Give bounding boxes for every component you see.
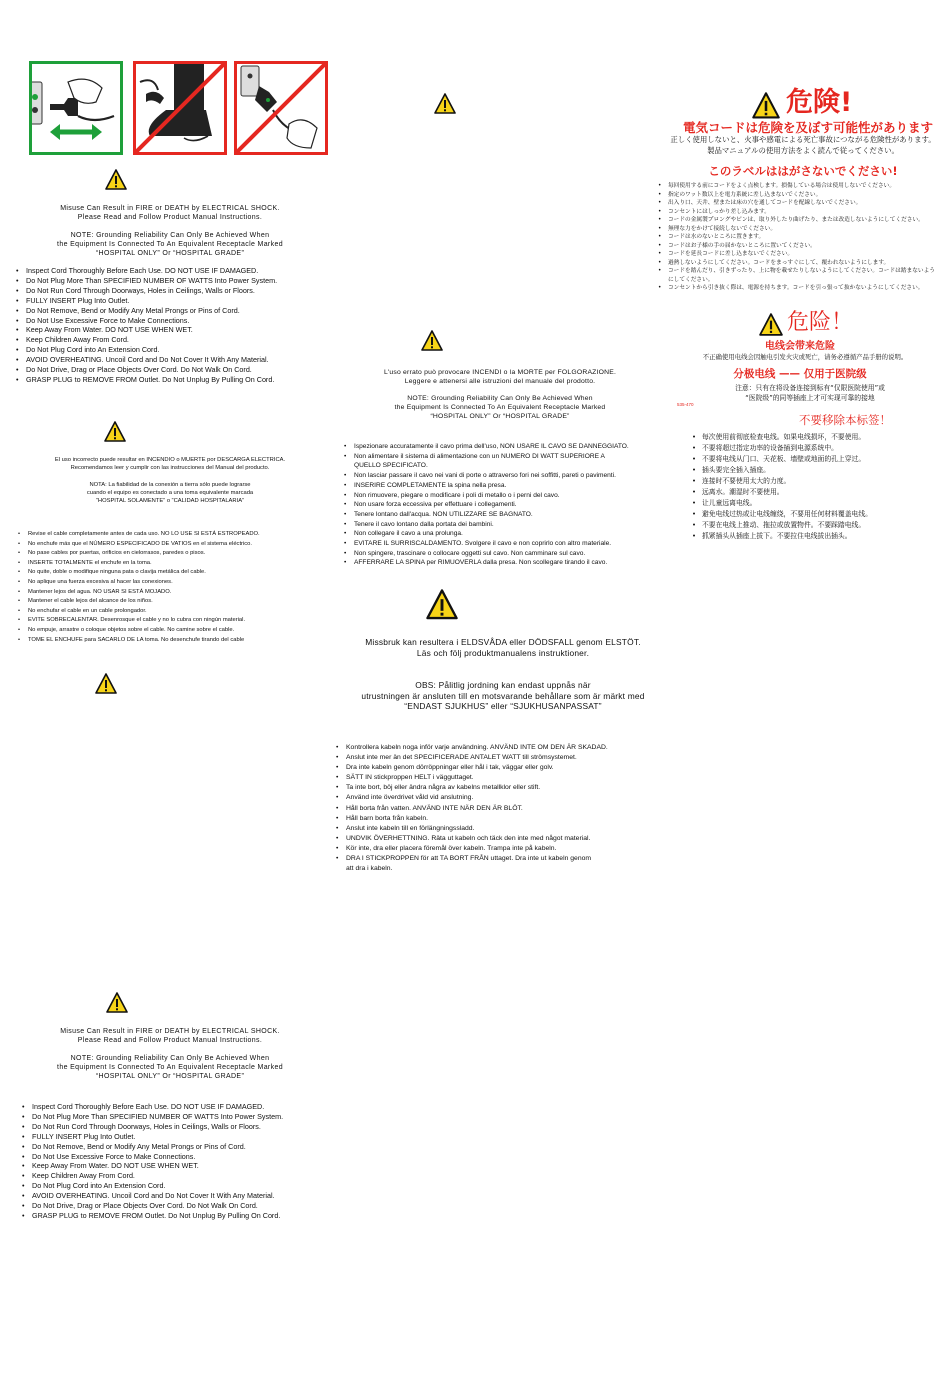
plug-in-correct-pictogram <box>29 61 123 155</box>
list-item: • コードを踏んだり、引きずったり、上に物を載せたりしないようにしてください。コードは踏まないよう にしてください。 <box>658 267 950 284</box>
list-item: • EVITARE IL SURRISCALDAMENTO. Svolgere il cavo e non coprirlo con altro materiale. <box>344 539 664 549</box>
list-item: • 無理な力をかけて接続しないでください。 <box>658 225 950 234</box>
list-item: • AVOID OVERHEATING. Uncoil Cord and Do Not Cover It With Any Material. <box>16 355 336 365</box>
subtext-line: 製品マニュアルの使用方法をよく読んで従ってください。 <box>707 146 899 155</box>
list-item: • Kör inte, dra eller placera föremål över kabeln. Trampa inte på kabeln. <box>336 844 666 854</box>
note-line: cuando el equipo es conectado a una toma equivalente marcada <box>86 490 254 496</box>
list-item: • Håll barn borta från kabeln. <box>336 814 666 824</box>
chinese-grade-title: 分极电线 —— 仅用于医院级 <box>733 368 867 380</box>
list-item: • Dra inte kabeln genom dörröppningar eller hål i tak, väggar eller golv. <box>336 763 666 773</box>
chinese-subtext: 不正确使用电线会因触电引发火灾或死亡，请务必遵循产品手册的说明。 <box>702 353 908 361</box>
english-instructions-list <box>16 266 336 385</box>
list-item: • No enchufar el cable en un cable prolongador. <box>18 607 318 617</box>
list-item: • Mantener el cable lejos del alcance de los niños. <box>18 597 318 607</box>
list-item: • Do Not Drive, Drag or Place Objects Over Cord. Do Not Walk On Cord. <box>16 365 336 375</box>
warning-line: L'uso errato può provocare INCENDI o la MORTE per FOLGORAZIONE. <box>383 369 617 376</box>
list-item: • No quite, doble o modifique ninguna pata o clavija metálica del cable. <box>18 568 318 578</box>
warning-line: El uso incorrecto puede resultar en INCENDIO o MUERTE por DESCARGA ELECTRICA. <box>54 457 286 463</box>
chinese-instructions-list <box>692 432 947 542</box>
note-line: the Equipment Is Connected To An Equivalent Receptacle Marked <box>57 1064 283 1071</box>
plug-outlet-icon <box>32 64 120 152</box>
list-item: • 不要将超过指定功率的设备插到电源系统中。 <box>692 443 947 454</box>
list-item: • Do Not Use Excessive Force to Make Connections. <box>16 316 336 326</box>
part-code: 535-470 <box>677 402 694 407</box>
warning-line: Misuse Can Result in FIRE or DEATH by ELECTRICAL SHOCK. <box>60 1028 280 1035</box>
japanese-label-notice: このラベルははがさないでください! <box>708 164 898 178</box>
list-item: • Använd inte överdrivet våld vid anslutning. <box>336 793 666 803</box>
list-item: • Tenere il cavo lontano dalla portata dei bambini. <box>344 520 664 530</box>
list-item: • コンセントにはしっかり差し込みます。 <box>658 208 950 217</box>
list-item: • FULLY INSERT Plug Into Outlet. <box>16 296 336 306</box>
list-item: • Revise el cable completamente antes de cada uso. NO LO USE SI ESTÁ ESTROPEADO. <box>18 530 318 540</box>
pull-cord-icon <box>237 64 325 152</box>
list-item: • 不要在电线上推动、拖拉或放置物件。不要踩踏电线。 <box>692 520 947 531</box>
list-item: • FULLY INSERT Plug Into Outlet. <box>22 1132 342 1142</box>
list-item: • Inspect Cord Thoroughly Before Each Use. DO NOT USE IF DAMAGED. <box>16 266 336 276</box>
list-item: • Mantener lejos del agua. NO USAR SI ESTÁ MOJADO. <box>18 588 318 598</box>
note-line: NOTE: Grounding Reliability Can Only Be Achieved When <box>70 1055 270 1062</box>
list-item: • No aplique una fuerza excesiva al hacer las conexiones. <box>18 578 318 588</box>
chinese-do-not-remove: 不要移除本标签！ <box>799 413 891 427</box>
swedish-instructions-list <box>336 743 666 874</box>
list-item: • コードは水のないところに置きます。 <box>658 233 950 242</box>
list-item: • 连接时不要使用太大的力度。 <box>692 476 947 487</box>
chinese-danger-header <box>759 310 879 340</box>
list-item: • Håll borta från vatten. ANVÄND INTE NÄR DEN ÄR BLÖT. <box>336 804 666 814</box>
warning-triangle-icon <box>752 92 780 120</box>
note-line: the Equipment Is Connected To An Equivalent Receptacle Marked <box>57 241 283 248</box>
boot-on-cord-icon <box>136 64 224 152</box>
list-item: • Do Not Remove, Bend or Modify Any Metal Prongs or Pins of Cord. <box>22 1142 342 1152</box>
list-item: • 不要将电线从门口、天花板、墙壁或地面的孔上穿过。 <box>692 454 947 465</box>
note-line: OBS: Pålitlig jordning kan endast uppnås när <box>415 680 591 690</box>
warning-triangle-icon <box>434 93 456 115</box>
italian-instructions-list <box>344 442 664 568</box>
note-line: the Equipment Is Connected To An Equivalent Receptacle Marked <box>394 404 606 411</box>
list-item: • Do Not Plug Cord into An Extension Cord. <box>22 1181 342 1191</box>
spanish-warning-block <box>20 456 320 505</box>
subtext-line: 正しく使用しないと、火事や感電による死亡事故につながる危険性があります。 <box>670 135 936 144</box>
list-item: • Do Not Plug Cord into An Extension Cord. <box>16 345 336 355</box>
list-item: • 每次使用前彻底检查电线。如果电线损坏，不要使用。 <box>692 432 947 443</box>
list-item: • Non rimuovere, piegare o modificare i poli di metallo o i perni del cavo. <box>344 491 664 501</box>
italian-warning-block <box>340 368 660 421</box>
list-item: • TOME EL ENCHUFE para SACARLO DE LA toma. No desenchufe tirando del cable <box>18 636 318 646</box>
list-item: • Do Not Run Cord Through Doorways, Holes in Ceilings, Walls or Floors. <box>16 286 336 296</box>
warning-line: Please Read and Follow Product Manual Instructions. <box>77 1037 263 1044</box>
note-line: “医院级”的同等插座上才可实现可靠的接地 <box>745 394 875 402</box>
chinese-note <box>680 383 940 403</box>
warning-triangle-icon <box>421 330 443 352</box>
warning-line: Recomendamos leer y cumplir con las instrucciones del Manual del producto. <box>70 465 270 471</box>
warning-triangle-icon <box>104 421 126 443</box>
list-item: • 远离水。潮湿时不要使用。 <box>692 487 947 498</box>
no-pulling-cord-pictogram <box>234 61 328 155</box>
list-item: • Non spingere, trascinare o collocare oggetti sul cavo. Non camminare sul cavo. <box>344 549 664 559</box>
list-item: • Non collegare il cavo a una prolunga. <box>344 529 664 539</box>
list-item: • コードはお子様の手の届かないところに置いてください。 <box>658 242 950 251</box>
list-item: • Do Not Run Cord Through Doorways, Holes in Ceilings, Walls or Floors. <box>22 1122 342 1132</box>
english-instructions-list-bottom <box>22 1102 342 1221</box>
list-item: • Do Not Plug More Than SPECIFIED NUMBER OF WATTS Into Power System. <box>22 1112 342 1122</box>
note-line: NOTE: Grounding Reliability Can Only Be Achieved When <box>70 232 270 239</box>
note-line: “HOSPITAL ONLY” Or “HOSPITAL GRADE” <box>95 250 245 257</box>
danger-title: 危险！ <box>787 310 854 335</box>
japanese-danger-header <box>752 88 872 122</box>
note-line: “HOSPITAL ONLY” Or “HOSPITAL GRADE” <box>430 413 570 420</box>
spanish-instructions-list <box>18 530 318 645</box>
warning-line: Läs och följ produktmanualens instruktioner. <box>416 647 590 658</box>
list-item: • GRASP PLUG to REMOVE FROM Outlet. Do Not Unplug By Pulling On Cord. <box>22 1211 342 1221</box>
list-item: • Non lasciar passare il cavo nei vani di porte o attraverso fori nei soffitti, pareti o pavimenti. <box>344 471 664 481</box>
warning-line: Missbruk kan resultera i ELDSVÅDA eller DÖDSFALL genom ELSTÖT. <box>365 637 641 647</box>
list-item: • EVITE SOBRECALENTAR. Desenrosque el cable y no lo cubra con ningún material. <box>18 616 318 626</box>
list-item: • Keep Away From Water. DO NOT USE WHEN WET. <box>22 1161 342 1171</box>
warning-line: Misuse Can Result in FIRE or DEATH by ELECTRICAL SHOCK. <box>60 205 280 212</box>
list-item: • AFFERRARE LA SPINA per RIMUOVERLA dalla presa. Non scollegare tirando il cavo. <box>344 558 664 568</box>
list-item: • Non alimentare il sistema di alimentazione con un NUMERO DI WATT SUPERIORE A QUELLO SPECIFICATO. <box>344 452 664 471</box>
warning-triangle-icon <box>95 673 117 695</box>
list-item: • 抓紧插头从插座上拔下。不要拉住电线拔出插头。 <box>692 531 947 542</box>
list-item: • GRASP PLUG to REMOVE FROM Outlet. Do Not Unplug By Pulling On Cord. <box>16 375 336 385</box>
warning-line: Please Read and Follow Product Manual Instructions. <box>77 214 263 221</box>
list-item: • No empuje, arrastre o coloque objetos sobre el cable. No camine sobre el cable. <box>18 626 318 636</box>
list-item: • 指定のワット数以上を電力系統に差し込まないでください。 <box>658 191 950 200</box>
list-item: • Inspect Cord Thoroughly Before Each Use. DO NOT USE IF DAMAGED. <box>22 1102 342 1112</box>
note-line: “ENDAST SJUKHUS” eller “SJUKHUSANPASSAT” <box>404 701 602 711</box>
japanese-subtext <box>668 134 938 156</box>
list-item: • Non usare forza eccessiva per effettuare i collegamenti. <box>344 500 664 510</box>
note-line: “HOSPITAL ONLY” Or “HOSPITAL GRADE” <box>95 1073 245 1080</box>
list-item: • コードを延長コードに差し込まないでください。 <box>658 250 950 259</box>
list-item: • AVOID OVERHEATING. Uncoil Cord and Do Not Cover It With Any Material. <box>22 1191 342 1201</box>
warning-triangle-icon <box>105 169 127 191</box>
note-line: “HOSPITAL SOLAMENTE” o “CALIDAD HOSPITALARIA” <box>95 498 245 504</box>
japanese-headline: 電気コードは危険を及ぼす可能性があります <box>682 120 933 135</box>
list-item: • Tenere lontano dall'acqua. NON UTILIZZARE SE BAGNATO. <box>344 510 664 520</box>
note-line: NOTE: Grounding Reliability Can Only Be Achieved When <box>407 395 593 402</box>
note-line: NOTA: La fiabilidad de la conexión a tierra sólo puede lograrse <box>89 482 251 488</box>
list-item: • 避免电线过热或让电线缠绕，不要用任何材料覆盖电线。 <box>692 509 947 520</box>
list-item: • INSERIRE COMPLETAMENTE la spina nella presa. <box>344 481 664 491</box>
list-item: • Anslut inte mer än det SPECIFICERADE ANTALET WATT till strömsystemet. <box>336 753 666 763</box>
warning-triangle-icon <box>106 992 128 1014</box>
list-item: • 插头要完全插入插座。 <box>692 465 947 476</box>
list-item: • Do Not Use Excessive Force to Make Connections. <box>22 1152 342 1162</box>
warning-triangle-icon <box>426 589 458 621</box>
list-item: • 過熱しないようにしてください。コードをまっすぐにして、覆われないようにします。 <box>658 259 950 268</box>
list-item: • 出入り口、天井、壁または床の穴を通してコードを配線しないでください。 <box>658 199 950 208</box>
note-line: utrustningen är ansluten till en motsvarande behållare som är märkt med <box>361 690 645 701</box>
chinese-headline: 电线会带来危险 <box>765 341 835 352</box>
list-item: • Keep Children Away From Cord. <box>22 1171 342 1181</box>
list-item: • Ta inte bort, böj eller ändra några av kabelns metallklor eller stift. <box>336 783 666 793</box>
list-item: • UNDVIK ÖVERHETTNING. Räta ut kabeln och täck den inte med något material. <box>336 834 666 844</box>
list-item: • Do Not Remove, Bend or Modify Any Metal Prongs or Pins of Cord. <box>16 306 336 316</box>
list-item: • Kontrollera kabeln noga inför varje användning. ANVÄND INTE OM DEN ÄR SKADAD. <box>336 743 666 753</box>
warning-line: Leggere e attenersi alle istruzioni del manuale del prodotto. <box>404 378 596 385</box>
list-item: • Keep Away From Water. DO NOT USE WHEN WET. <box>16 325 336 335</box>
no-stepping-on-cord-pictogram <box>133 61 227 155</box>
danger-title: 危険! <box>786 87 853 118</box>
list-item: • 让儿童远离电线。 <box>692 498 947 509</box>
list-item: • Anslut inte kabeln till en förlängningssladd. <box>336 824 666 834</box>
japanese-instructions-list <box>658 182 950 293</box>
list-item: • No pase cables por puertas, orificios en cielorrasos, paredes o pisos. <box>18 549 318 559</box>
english-warning-block <box>20 204 320 258</box>
list-item: • コンセントから引き抜く際は、電源を持ちます。コードを引っ張って抜かないようにしてください。 <box>658 284 950 293</box>
note-line: 注意：只有在将设备连接到标有“仅限医院使用”或 <box>735 384 885 392</box>
list-item: • INSERTE TOTALMENTE el enchufe en la toma. <box>18 559 318 569</box>
list-item: • コードの金属製プロングやピンは、取り外したり曲げたり、または改造しないようにしてください。 <box>658 216 950 225</box>
list-item: • Do Not Plug More Than SPECIFIED NUMBER OF WATTS Into Power System. <box>16 276 336 286</box>
list-item: • No enchufe más que el NÚMERO ESPECIFICADO DE VATIOS en el sistema eléctrico. <box>18 540 318 550</box>
list-item: • Do Not Drive, Drag or Place Objects Over Cord. Do Not Walk On Cord. <box>22 1201 342 1211</box>
list-item: • SÄTT IN stickproppen HELT i vägguttaget. <box>336 773 666 783</box>
swedish-warning-block <box>330 637 676 712</box>
english-warning-block-bottom <box>20 1027 320 1081</box>
list-item: • DRA I STICKPROPPEN för att TA BORT FRÅN uttaget. Dra inte ut kabeln genom att dra i kabeln. <box>336 854 666 874</box>
list-item: • Keep Children Away From Cord. <box>16 335 336 345</box>
warning-triangle-icon <box>759 313 783 337</box>
list-item: • Ispezionare accuratamente il cavo prima dell'uso, NON USARE IL CAVO SE DANNEGGIATO. <box>344 442 664 452</box>
list-item: • 毎回使用する前にコードをよく点検します。損傷している場合は使用しないでください。 <box>658 182 950 191</box>
